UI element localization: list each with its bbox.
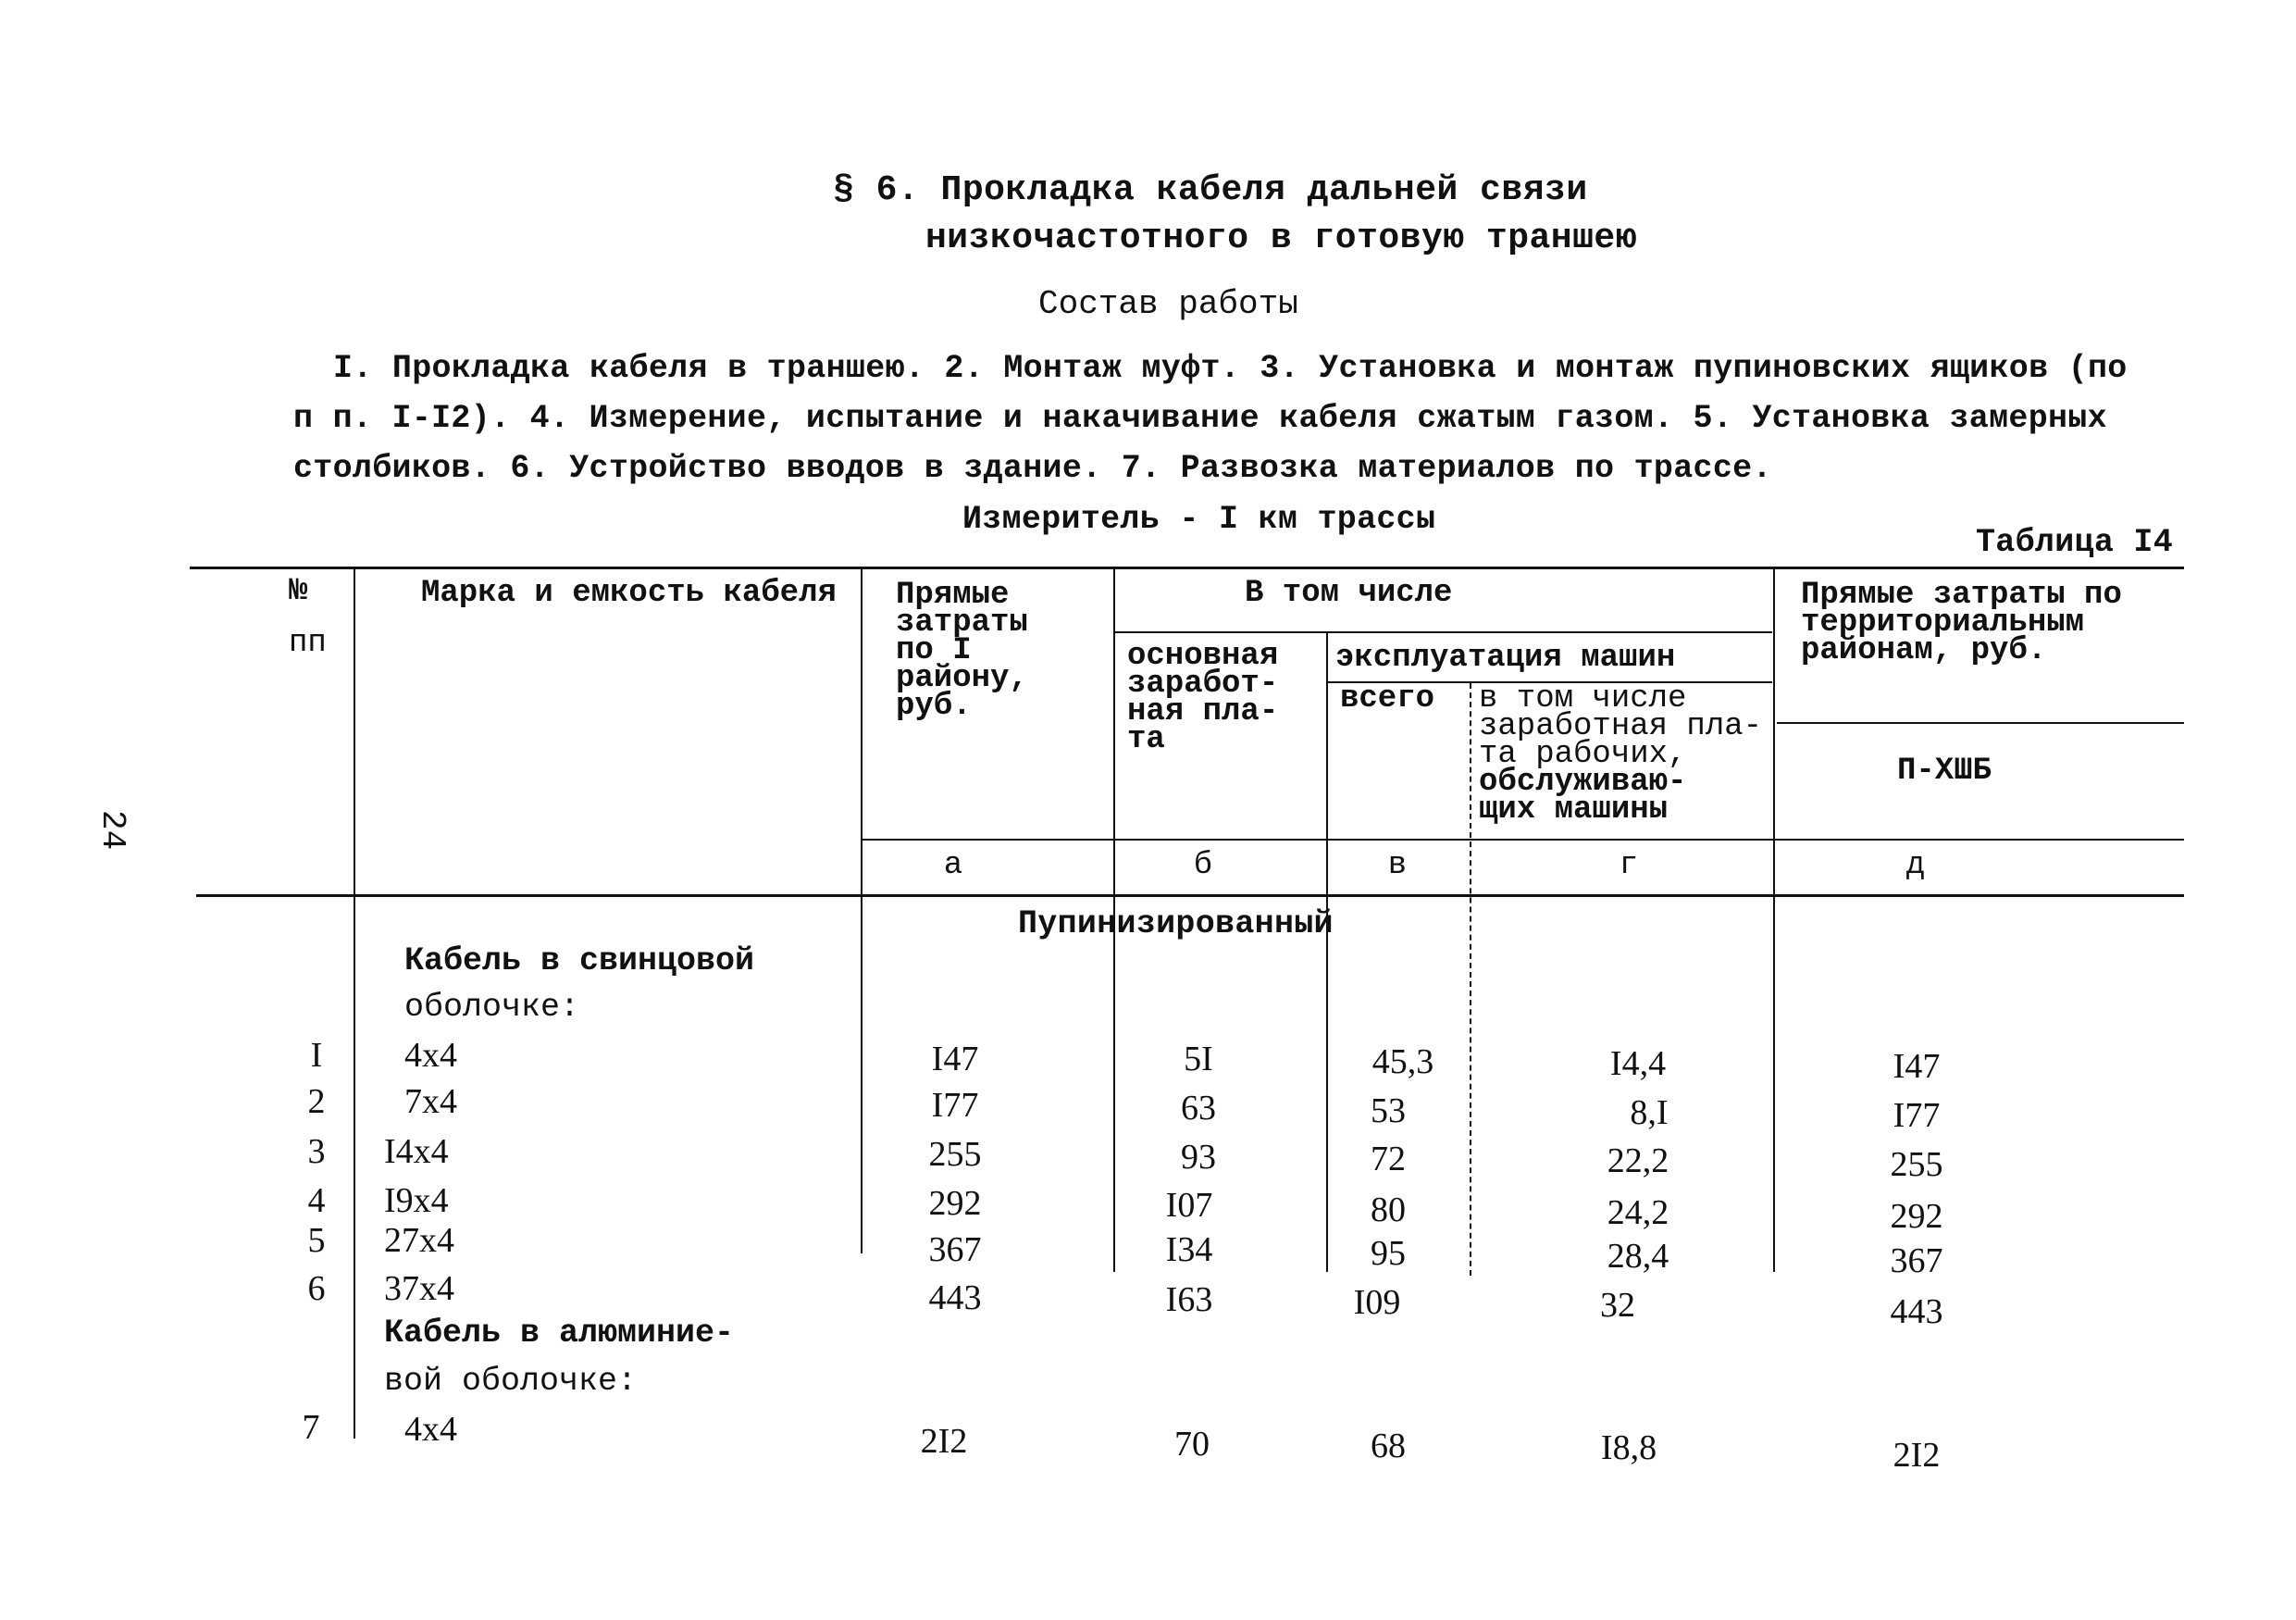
cell-g: I8,8 [1600, 1428, 1657, 1467]
cell-b: 70 [1174, 1425, 1210, 1464]
cell-d: I47 [1893, 1047, 1941, 1086]
cell-v: 53 [1371, 1091, 1406, 1130]
row-number: 4 [307, 1181, 326, 1220]
header-incl: В том числе [1245, 576, 1453, 611]
row-brand: I9x4 [384, 1181, 449, 1220]
cell-d: 367 [1890, 1241, 1943, 1280]
row-number: 3 [307, 1132, 326, 1171]
header-direct-costs [896, 578, 1028, 724]
cell-g: I4,4 [1609, 1044, 1667, 1083]
row-number: 6 [307, 1269, 326, 1308]
work-text-line1: I. Прокладка кабеля в траншею. 2. Монтаж муфт. 3. Установка и монтаж пупиновских ящиков (по [333, 350, 2128, 387]
header-territorial [1801, 578, 2122, 668]
work-text-line2: п п. I-I2). 4. Измерение, испытание и накачивание кабеля сжатым газом. 5. Установка замерных [293, 400, 2107, 437]
cell-b: 93 [1181, 1138, 1216, 1177]
header-brand: Марка и емкость кабеля [421, 576, 837, 611]
alu-sheath-label-2: вой оболочке: [384, 1363, 638, 1400]
header-exploit: эксплуатация машин [1335, 641, 1676, 676]
table-label: Таблица I4 [1976, 524, 2174, 561]
cell-b: I63 [1165, 1280, 1213, 1319]
header-num-pp: пп [289, 626, 327, 661]
cell-a: I77 [931, 1086, 979, 1125]
cell-a: 255 [928, 1135, 982, 1174]
row-brand: 4x4 [404, 1036, 457, 1075]
group-label: Пупинизированный [1018, 905, 1334, 942]
measure-unit: Измеритель - I км трассы [962, 501, 1436, 538]
header-incl-wage-line: в том числе [1479, 681, 1687, 717]
cell-v: 45,3 [1371, 1042, 1434, 1081]
header-basic-wage [1127, 639, 1279, 757]
cell-d: 443 [1890, 1292, 1943, 1331]
table-top-rule [190, 567, 2184, 569]
cell-g: 8,I [1630, 1093, 1669, 1132]
row-number: 5 [307, 1221, 326, 1260]
cell-d: I77 [1893, 1096, 1941, 1135]
letter-v: в [1387, 848, 1408, 883]
cell-b: 63 [1181, 1089, 1216, 1128]
header-total: всего [1340, 681, 1435, 717]
cell-d: 292 [1890, 1197, 1943, 1236]
header-incl-wage-line: заработная пла- [1479, 709, 1763, 744]
incl-rule [1115, 631, 1772, 633]
header-direct-line: затраты [896, 605, 1028, 641]
cell-a: 292 [928, 1184, 982, 1223]
row-brand: 27x4 [384, 1221, 454, 1260]
page-number: 24 [93, 810, 131, 851]
col-sep-2 [861, 568, 863, 1253]
header-direct-line: району, [896, 661, 1028, 696]
cell-g: 22,2 [1607, 1141, 1669, 1180]
cell-d: 2I2 [1893, 1436, 1941, 1475]
lead-sheath-label-2: оболочке: [404, 989, 580, 1026]
header-incl-wage [1479, 681, 1763, 828]
cell-g: 32 [1600, 1286, 1635, 1325]
header-direct-line: Прямые [896, 578, 1010, 613]
col-sep-5 [1470, 683, 1471, 1276]
header-incl-wage-line: щих машины [1479, 792, 1669, 828]
work-heading: Состав работы [1038, 285, 1298, 323]
letter-d: д [1905, 848, 1926, 883]
alu-sheath-label-1: Кабель в алюминие- [384, 1315, 735, 1352]
row-brand: I4x4 [384, 1132, 449, 1171]
cell-a: 443 [928, 1278, 982, 1317]
header-terr-line: территориальным [1801, 605, 2085, 641]
cell-a: 2I2 [920, 1422, 968, 1461]
row-number: 7 [302, 1408, 320, 1447]
section-title-line1: § 6. Прокладка кабеля дальней связи [833, 170, 1588, 210]
cell-v: 68 [1371, 1427, 1406, 1465]
header-basic-line: та [1127, 722, 1165, 757]
cell-b: I07 [1165, 1186, 1213, 1225]
header-terr-line: Прямые затраты по [1801, 578, 2122, 613]
letters-rule [863, 839, 2184, 841]
letter-b: б [1193, 848, 1213, 883]
section-title-line2: низкочастотного в готовую траншею [925, 218, 1638, 258]
header-bottom-rule [196, 894, 2184, 897]
row-number: I [310, 1036, 323, 1075]
cell-v: 95 [1371, 1234, 1406, 1273]
header-region: П-ХШБ [1897, 754, 1992, 789]
cell-b: I34 [1165, 1230, 1213, 1269]
header-incl-wage-line: обслуживаю- [1479, 765, 1687, 800]
cell-d: 255 [1890, 1145, 1943, 1184]
cell-b: 5I [1184, 1040, 1213, 1078]
cell-a: 367 [928, 1230, 982, 1269]
cell-v: 80 [1371, 1190, 1406, 1229]
col-sep-1 [354, 568, 355, 1439]
header-basic-line: заработ- [1127, 667, 1279, 702]
header-basic-line: ная пла- [1127, 694, 1279, 729]
cell-g: 28,4 [1607, 1237, 1669, 1276]
work-text-line3: столбиков. 6. Устройство вводов в здание. 7. Развозка материалов по трассе. [293, 450, 1772, 487]
col-sep-6 [1773, 568, 1775, 1272]
cell-a: I47 [931, 1040, 979, 1078]
lead-sheath-label-1: Кабель в свинцовой [404, 942, 755, 979]
row-brand: 7x4 [404, 1082, 457, 1121]
row-number: 2 [307, 1082, 326, 1121]
header-num-sign: № [289, 574, 308, 609]
region-rule [1777, 722, 2184, 724]
cell-v: 72 [1371, 1140, 1406, 1178]
row-brand: 4x4 [404, 1410, 457, 1449]
header-terr-line: районам, руб. [1801, 633, 2047, 668]
header-basic-line: основная [1127, 639, 1279, 674]
cell-g: 24,2 [1607, 1193, 1669, 1232]
header-direct-line: руб. [896, 689, 972, 724]
letter-a: а [943, 848, 963, 883]
row-brand: 37x4 [384, 1269, 454, 1308]
letter-g: г [1619, 848, 1639, 883]
header-incl-wage-line: та рабочих, [1479, 737, 1687, 772]
header-direct-line: по I [896, 633, 972, 668]
cell-v: I09 [1353, 1283, 1401, 1322]
